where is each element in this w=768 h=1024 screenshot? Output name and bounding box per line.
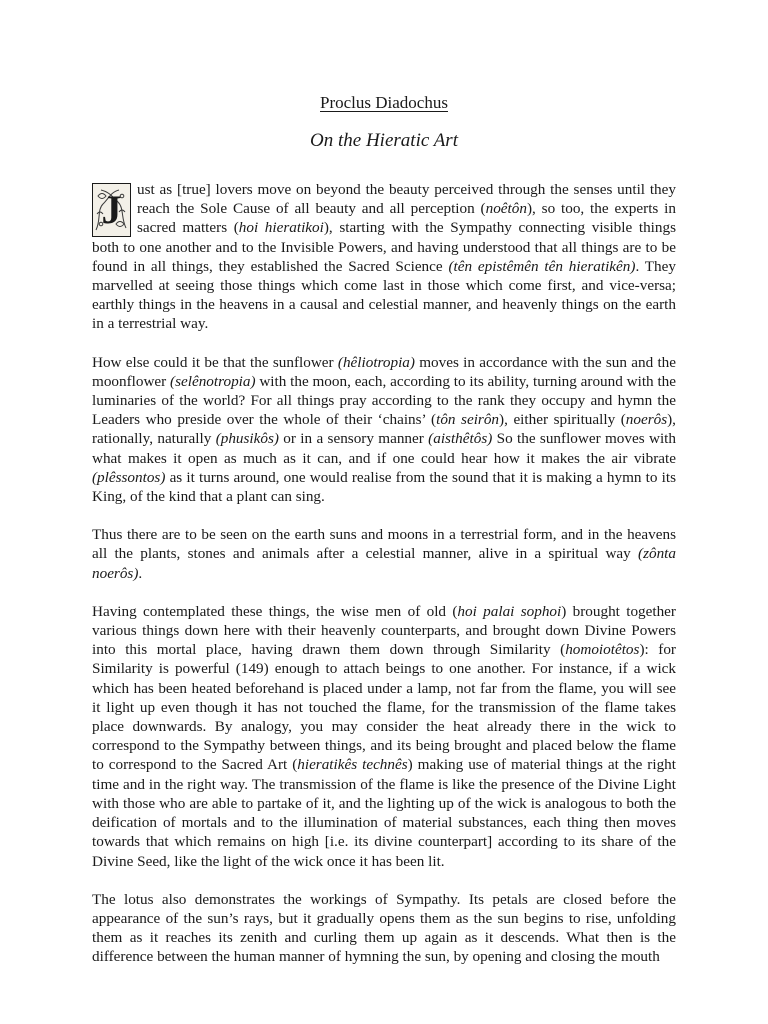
text-run: . [138, 564, 143, 582]
italic-term: (zônta noerôs) [92, 545, 676, 582]
text-run: ), so too, the experts in sacred matters ( [137, 200, 676, 237]
paragraph-3 [92, 525, 676, 583]
italic-term: homoiotêtos [565, 641, 640, 659]
author-name: Proclus Diadochus [320, 93, 448, 112]
italic-term: tôn seirôn [436, 411, 500, 429]
italic-term: hoi hieratikoi [238, 219, 324, 237]
text-run: ) brought together various things down here with their heavenly counterparts, and brought down Divine Powers into this mortal place, having drawn them down through Similarity ( [92, 602, 676, 659]
paragraph-text [92, 354, 676, 505]
text-run: ust as [true] lovers move on beyond the beauty perceived through the senses until they reach the Sole Cause of all beauty and all perception ( [137, 181, 676, 218]
text-run: ), starting with the Sympathy connecting visible things both to one another and to the Invisible Powers, and having understood that all things are to be found in all things, they established the Sacred Science [92, 219, 676, 275]
text-run: ): for Similarity is powerful (149) enough to attach beings to one another. For instance, if a wick which has been heated beforehand is placed under a lamp, not far from the flame, you will see it light up even though it has not touched the flame, for the transmission of the flame takes place downwards. By analogy, you may consider the heat already there in the wick to correspond to the Sympathy between things, and its being brought and placed below the flame to correspond to the Sacred Art ( [92, 641, 676, 774]
ornamental-initial-icon [92, 183, 131, 237]
italic-term: hoi palai sophoi [457, 602, 562, 620]
text-run: moves in accordance with the sun and the moonflower [92, 353, 676, 390]
text-run: as it turns around, one would realise from the sound that it is making a hymn to its King, of the kind that a plant can sing. [92, 468, 676, 506]
document-title: On the Hieratic Art [310, 130, 458, 151]
paragraph-1 [92, 180, 676, 334]
paragraph-text [92, 181, 676, 332]
paragraph-4 [92, 602, 676, 871]
italic-term: hieratikês technês [297, 756, 408, 774]
italic-term: noêtôn [485, 200, 527, 218]
text-run: Having contemplated these things, the wise men of old ( [92, 602, 458, 620]
italic-term: (tên epistêmên tên hieratikên) [448, 257, 636, 275]
text-run: . They marvelled at seeing those things which come last in those which come first, and vice-versa; earthly things in the heavens in a causal and celestial manner, and heavenly things on the earth in a terrestrial way. [92, 257, 676, 333]
paragraph-5 [92, 890, 676, 967]
dropcap-letter: J [101, 187, 122, 232]
paragraph-text [92, 526, 676, 581]
paragraph-2 [92, 353, 676, 507]
paragraph-text [92, 891, 676, 966]
italic-term: (selênotropia) [170, 372, 256, 390]
text-run: Thus there are to be seen on the earth suns and moons in a terrestrial form, and in the heavens all the plants, stones and animals after a celestial manner, alive in a spiritual way [92, 526, 676, 563]
italic-term: (aisthêtôs) [428, 430, 493, 448]
text-run: or in a sensory manner [278, 430, 429, 448]
text-run: ), either spiritually ( [499, 411, 626, 429]
italic-term: (plêssontos) [92, 468, 166, 486]
text-run: with the moon, each, according to its ability, turning around with the luminaries of the world? For all things pray according to the rank they occupy and hymn the Leaders who preside over the whole of their ‘chains’ ( [92, 372, 676, 429]
italic-term: noerôs [625, 411, 668, 429]
text-run: So the sunflower moves with what makes it open as much as it can, and if one could hear how it makes the air vibrate [92, 430, 676, 467]
italic-term: (phusikôs) [215, 430, 279, 448]
paragraph-text [92, 603, 676, 870]
text-run: How else could it be that the sunflower [92, 353, 338, 371]
text-run: ), rationally, naturally [92, 411, 676, 448]
text-run: ) making use of material things at the right time and in the right way. The transmission of the flame is like the presence of the Divine Light with those who are able to partake of it, and the lighting up of the wick is analogous to both the deification of mortals and to the illumination of material substances, each thing then moves towards that which remains on high [i.e. its divine counterpart] according to its share of the Divine Seed, like the light of the wick once it has been lit. [92, 756, 676, 870]
italic-term: (hêliotropia) [337, 353, 415, 371]
text-run: The lotus also demonstrates the workings of Sympathy. Its petals are closed before the appearance of the sun’s rays, but it gradually opens them as the sun begins to rise, unfolding them as it reaches its zenith and curling them up again as it descends. What then is the difference between the human manner of hymning the sun, by opening and closing the mouth [92, 890, 676, 966]
